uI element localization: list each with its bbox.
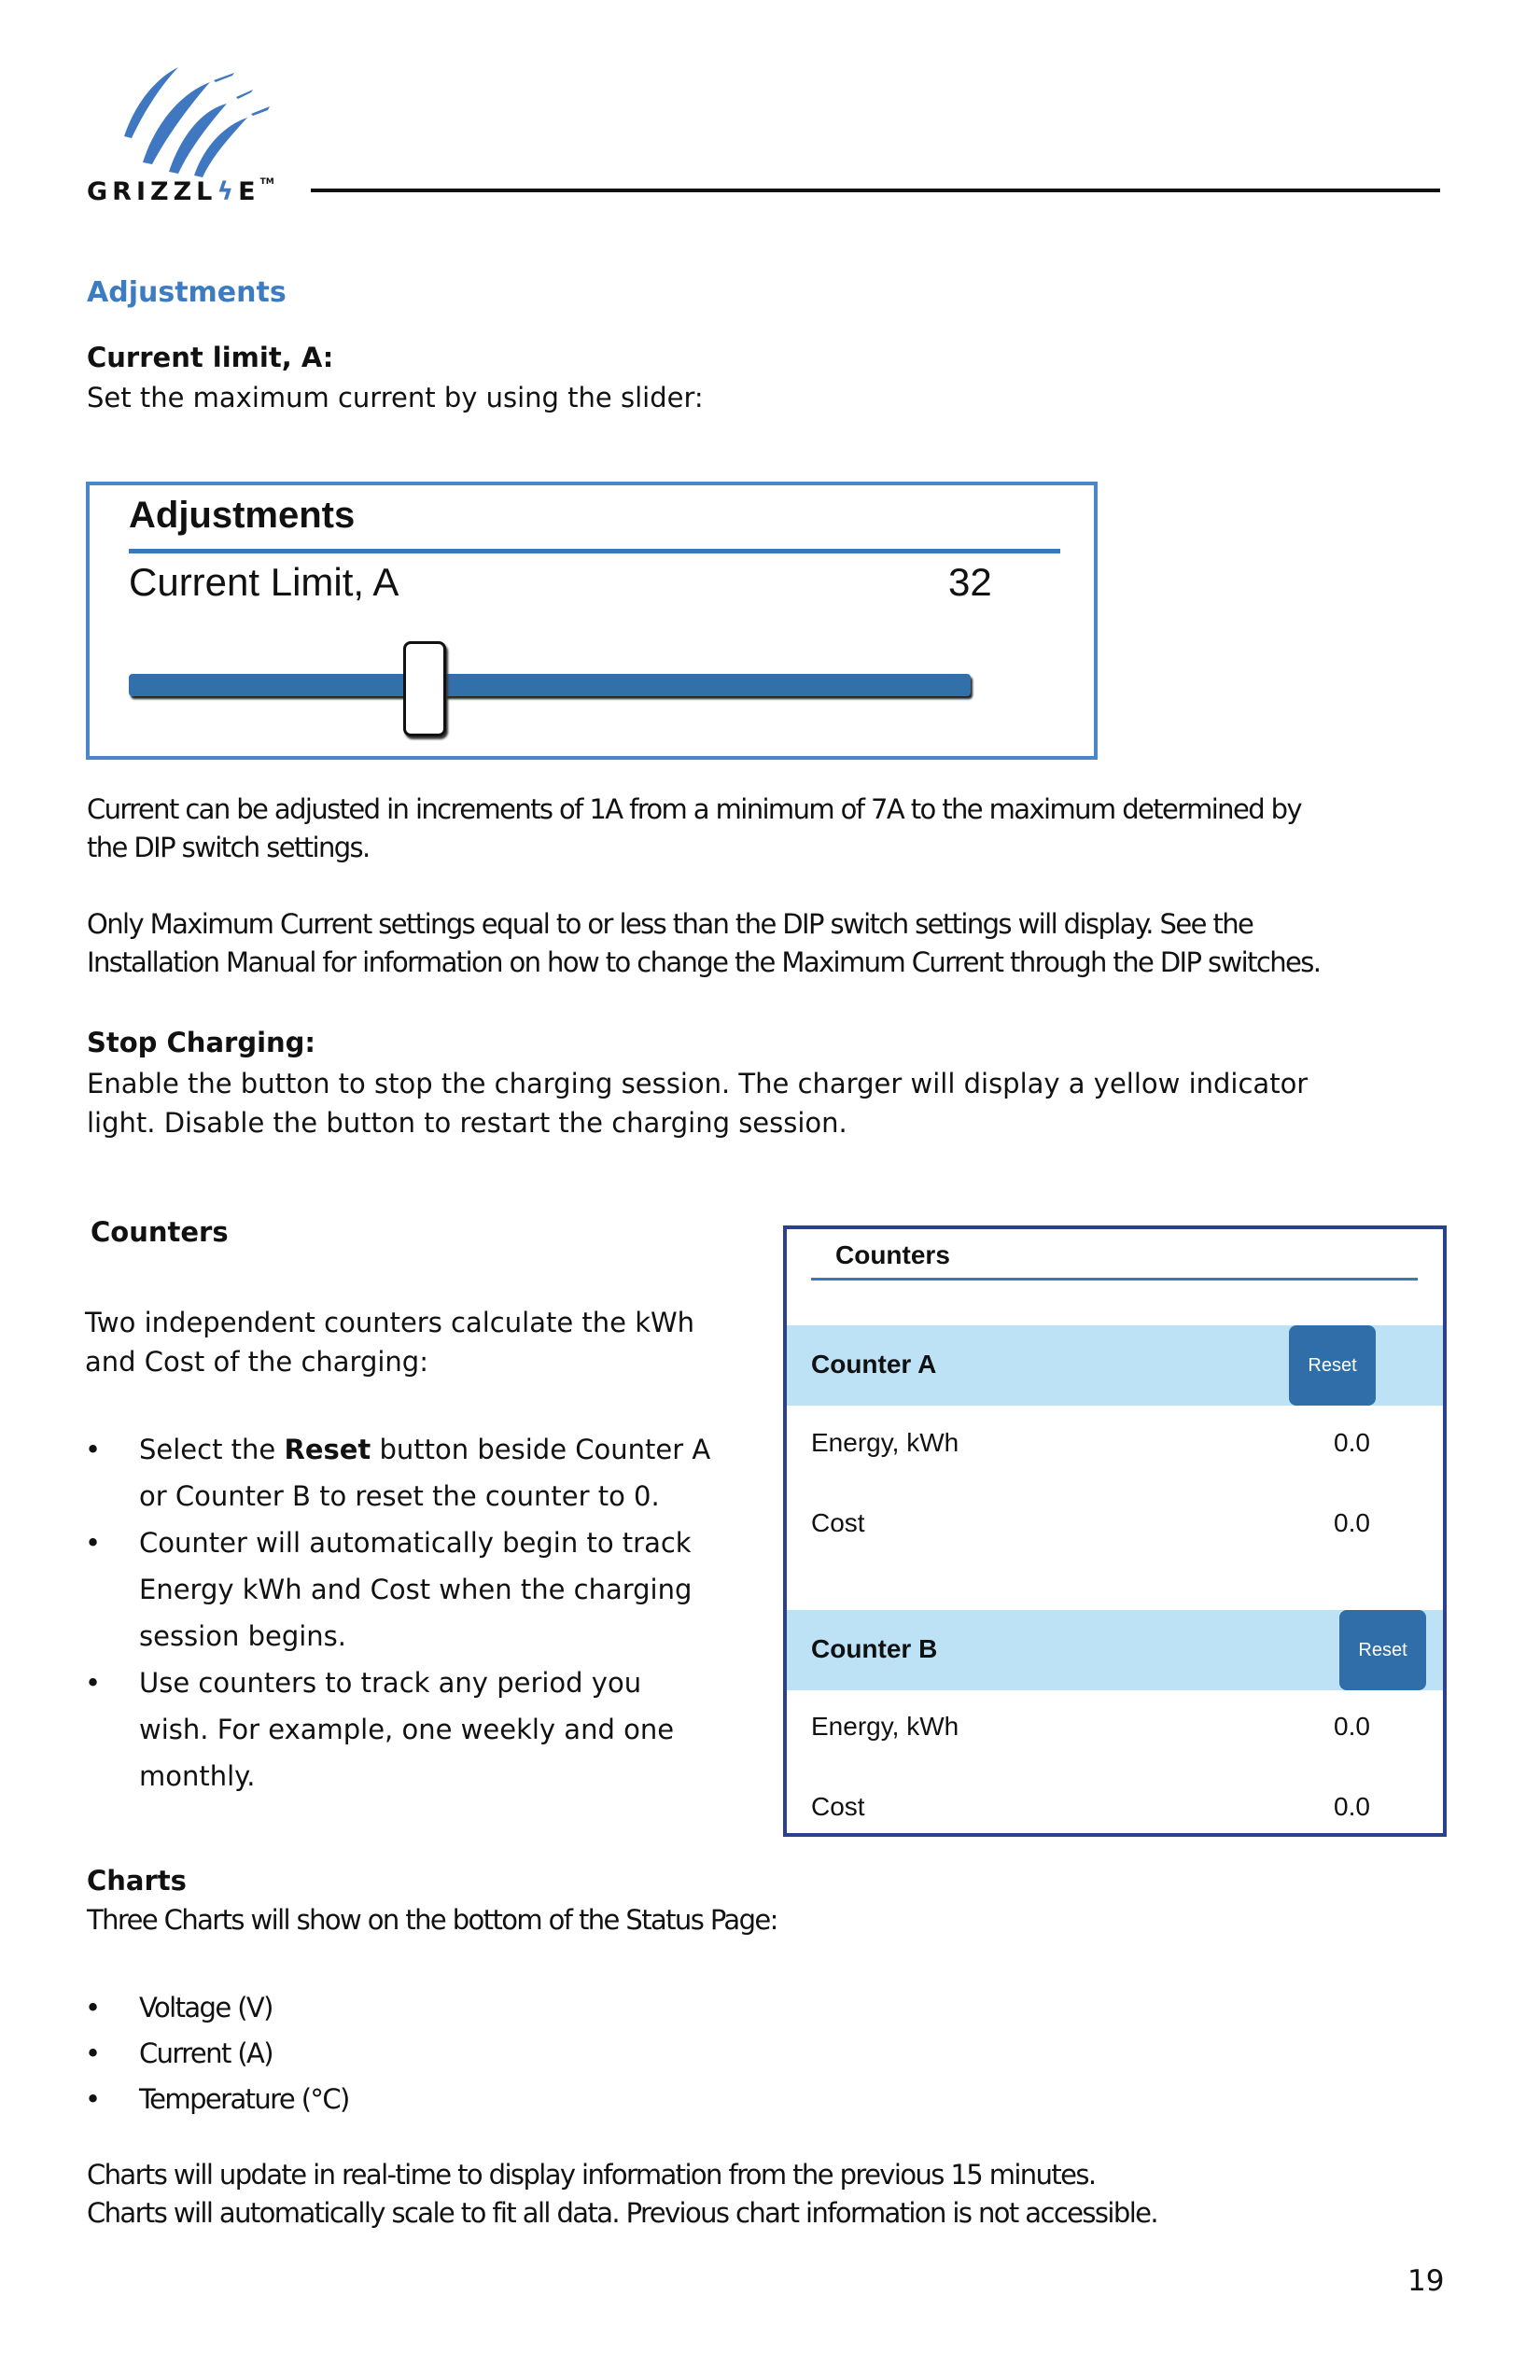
counter-a-header: [787, 1325, 1443, 1406]
paragraph-line: Energy kWh and Cost when the charging: [139, 1574, 693, 1605]
section-heading-adjustments: Adjustments: [87, 276, 287, 309]
current-limit-slider[interactable]: [129, 674, 971, 696]
paragraph-line: and Cost of the charging:: [85, 1346, 428, 1378]
counter-a-label: Counter A: [811, 1350, 937, 1379]
bullet-item: [85, 2077, 349, 2122]
paragraph-line: Charts will update in real-time to display information from the previous 15 minutes.: [87, 2159, 1096, 2191]
increments-paragraph: [87, 791, 1301, 867]
adjustments-panel: [86, 482, 1098, 760]
panel-title-underline: [811, 1278, 1418, 1281]
paragraph-line: or Counter B to reset the counter to 0.: [139, 1480, 660, 1512]
paragraph-line: wish. For example, one weekly and one: [139, 1714, 675, 1745]
bullet-item: [85, 1426, 757, 1519]
chart-type-temperature: Temperature (°C): [139, 2083, 349, 2115]
paragraph-line: Installation Manual for information on how to change the Maximum Current through the DIP switches.: [87, 946, 1321, 978]
header-divider: [311, 189, 1440, 192]
current-limit-intro: Set the maximum current by using the slider:: [87, 382, 704, 413]
logo-wordmark: GRIZZLϟE™: [87, 177, 274, 206]
paragraph-line: Charts will automatically scale to fit all data. Previous chart information is not accessible.: [87, 2197, 1158, 2229]
counter-a-energy-label: Energy, kWh: [811, 1428, 959, 1457]
current-limit-heading: Current limit, A:: [87, 342, 334, 373]
bullet-icon: •: [85, 1667, 102, 1699]
bullet-item: [85, 1519, 757, 1659]
paragraph-line: Two independent counters calculate the kWh: [85, 1307, 695, 1338]
bullet-item: [85, 2031, 349, 2077]
stop-charging-heading: Stop Charging:: [87, 1027, 316, 1058]
counter-b-energy-value: 0.0: [1334, 1712, 1370, 1741]
counter-b-label: Counter B: [811, 1634, 938, 1663]
stop-charging-paragraph: [87, 1064, 1308, 1142]
counter-b-cost-label: Cost: [811, 1792, 865, 1821]
counters-intro: [85, 1303, 694, 1381]
paragraph-line: Select the Reset button beside Counter A: [139, 1434, 711, 1465]
paragraph-line: Only Maximum Current settings equal to or less than the DIP switch settings will display. See the: [87, 908, 1253, 940]
paragraph-line: monthly.: [139, 1760, 256, 1792]
current-limit-label: Current Limit, A: [129, 560, 399, 604]
bullet-item: [85, 1659, 757, 1799]
charts-outro: [87, 2156, 1157, 2233]
section-heading-counters: Counters: [91, 1216, 229, 1248]
paragraph-line: Use counters to track any period you: [139, 1667, 642, 1699]
current-limit-value: 32: [948, 560, 992, 604]
chart-type-current: Current (A): [139, 2037, 273, 2069]
charts-intro: Three Charts will show on the bottom of the Status Page:: [87, 1904, 777, 1936]
bullet-icon: •: [85, 1434, 102, 1465]
counter-b-header: [787, 1610, 1443, 1690]
paragraph-line: light. Disable the button to restart the charging session.: [87, 1107, 847, 1139]
counter-a-cost-label: Cost: [811, 1508, 865, 1537]
grizzl-e-logo: [87, 52, 292, 206]
dip-switch-paragraph: [87, 905, 1320, 982]
counter-b-energy-label: Energy, kWh: [811, 1712, 959, 1741]
counter-a-energy-value: 0.0: [1334, 1428, 1370, 1457]
counter-a-cost-value: 0.0: [1334, 1508, 1370, 1537]
paragraph-line: Current can be adjusted in increments of 1A from a minimum of 7A to the maximum determined by: [87, 793, 1301, 825]
panel-title: Adjustments: [129, 495, 356, 536]
bullet-icon: •: [85, 1992, 100, 2023]
paragraph-line: Counter will automatically begin to track: [139, 1527, 692, 1559]
bolt-icon: ϟ: [217, 177, 239, 206]
paragraph-line: Enable the button to stop the charging session. The charger will display a yellow indicator: [87, 1068, 1309, 1099]
paragraph-line: the DIP switch settings.: [87, 832, 370, 863]
bullet-item: [85, 1985, 349, 2031]
paragraph-line: session begins.: [139, 1620, 346, 1652]
claw-marks-icon: [87, 52, 292, 178]
page-number: 19: [1407, 2264, 1445, 2298]
bullet-icon: •: [85, 2037, 100, 2069]
panel-title: Counters: [835, 1240, 950, 1269]
charts-bullet-list: [85, 1985, 349, 2122]
bullet-icon: •: [85, 1527, 102, 1559]
reset-counter-b-button[interactable]: Reset: [1339, 1610, 1426, 1690]
bullet-icon: •: [85, 2083, 100, 2115]
counters-bullet-list: [85, 1426, 757, 1799]
panel-title-underline: [129, 549, 1060, 553]
chart-type-voltage: Voltage (V): [139, 1992, 273, 2023]
counters-panel: [783, 1225, 1447, 1837]
reset-counter-a-button[interactable]: Reset: [1289, 1325, 1376, 1406]
counter-b-cost-value: 0.0: [1334, 1792, 1370, 1821]
slider-thumb-handle[interactable]: [403, 641, 446, 736]
section-heading-charts: Charts: [87, 1865, 187, 1897]
